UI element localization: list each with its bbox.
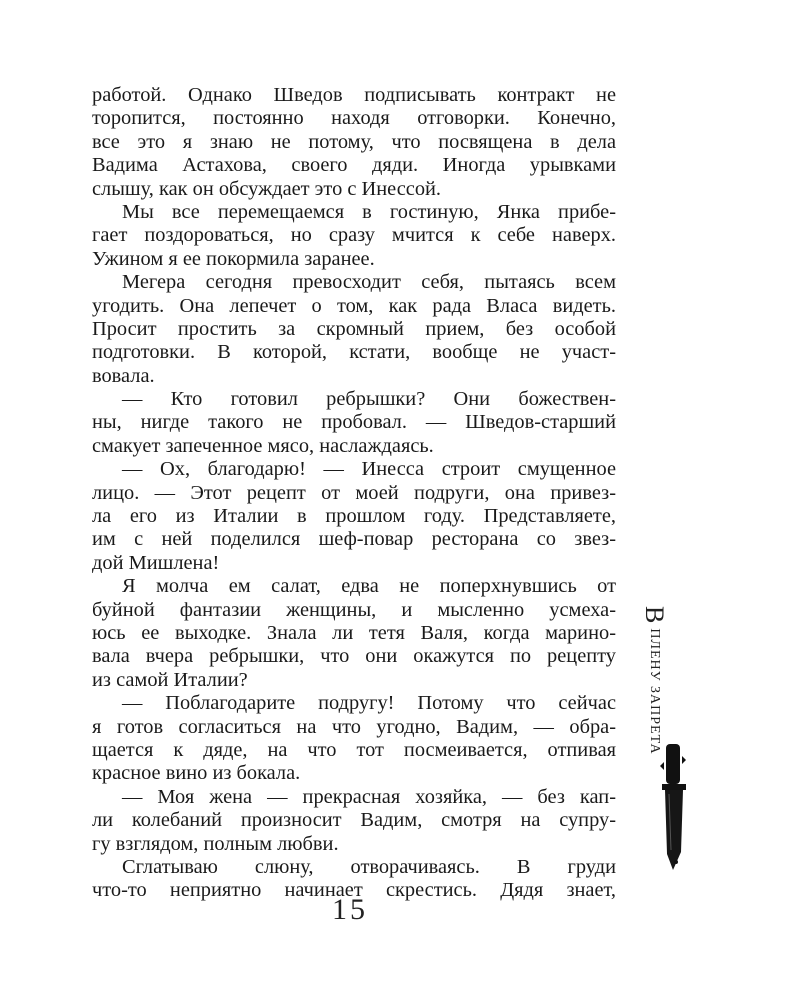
text-line: из самой Италии? xyxy=(92,668,248,691)
text-line: им с ней поделился шеф-повар ресторана со звез- xyxy=(92,528,616,551)
text-line: работой. Однако Шведов подписывать контракт не xyxy=(92,84,616,106)
running-title-rest: ПЛЕНУ ЗАПРЕТА xyxy=(647,628,662,755)
text-line: буйной фантазии женщины, и мысленно усмеха- xyxy=(92,598,616,621)
running-title-first-letter: В xyxy=(640,606,669,624)
text-line: ли колебаний произносит Вадим, смотря на супру- xyxy=(92,809,616,832)
text-line: все это я знаю не потому, что посвящена в дела xyxy=(92,130,616,153)
text-line: — Кто готовил ребрышки? Они божествен- xyxy=(122,388,616,411)
text-line: Сглатываю слюну, отворачиваясь. В груди xyxy=(122,855,616,878)
body-text xyxy=(92,84,616,903)
text-line: что-то неприятно начинает скрестись. Дядя знает, xyxy=(92,879,616,902)
text-line: лицо. — Этот рецепт от моей подруги, она привез- xyxy=(92,481,616,504)
text-line: юсь ее выходке. Знала ли тетя Валя, когда марино- xyxy=(92,621,616,644)
text-line: смакует запеченное мясо, наслаждаясь. xyxy=(92,434,434,457)
text-line: Мы все перемещаемся в гостиную, Янка прибе- xyxy=(122,200,616,223)
text-line: слышу, как он обсуждает это с Инессой. xyxy=(92,177,442,200)
text-line: вовала. xyxy=(92,364,155,387)
text-line: Я молча ем салат, едва не поперхнувшись от xyxy=(122,575,616,598)
text-line: — Ох, благодарю! — Инесса строит смущенное xyxy=(122,458,616,481)
text-line: Мегера сегодня превосходит себя, пытаясь всем xyxy=(122,271,616,294)
text-line: ла его из Италии в прошлом году. Представляете, xyxy=(92,505,616,528)
text-line: дой Мишлена! xyxy=(92,551,220,574)
text-line: ны, нигде такого не пробовал. — Шведов-старший xyxy=(92,411,616,434)
text-line: я готов согласиться на что угодно, Вадим, — обра- xyxy=(92,715,616,738)
text-line: гает поздороваться, но сразу мчится к себе наверх. xyxy=(92,224,616,247)
text-line: щается к дяде, на что тот посмеивается, отпивая xyxy=(92,738,616,761)
text-line: гу взглядом, полным любви. xyxy=(92,832,339,855)
knife-icon xyxy=(656,742,690,874)
text-line: угодить. Она лепечет о том, как рада Власа видеть. xyxy=(92,294,616,317)
text-line: вала вчера ребрышки, что они окажутся по рецепту xyxy=(92,645,616,668)
text-line: подготовки. В которой, кстати, вообще не участ- xyxy=(92,341,616,364)
text-line: Просит простить за скромный прием, без особой xyxy=(92,317,616,340)
text-line: красное вино из бокала. xyxy=(92,762,301,785)
text-line: Ужином я ее покормила заранее. xyxy=(92,247,375,270)
text-line: торопится, постоянно находя отговорки. Конечно, xyxy=(92,107,616,130)
page-number: 15 xyxy=(332,893,368,926)
text-line: — Моя жена — прекрасная хозяйка, — без кап- xyxy=(122,785,616,808)
text-line: — Поблагодарите подругу! Потому что сейчас xyxy=(122,692,616,715)
text-line: Вадима Астахова, своего дяди. Иногда урывками xyxy=(92,154,616,177)
running-title xyxy=(640,606,668,755)
